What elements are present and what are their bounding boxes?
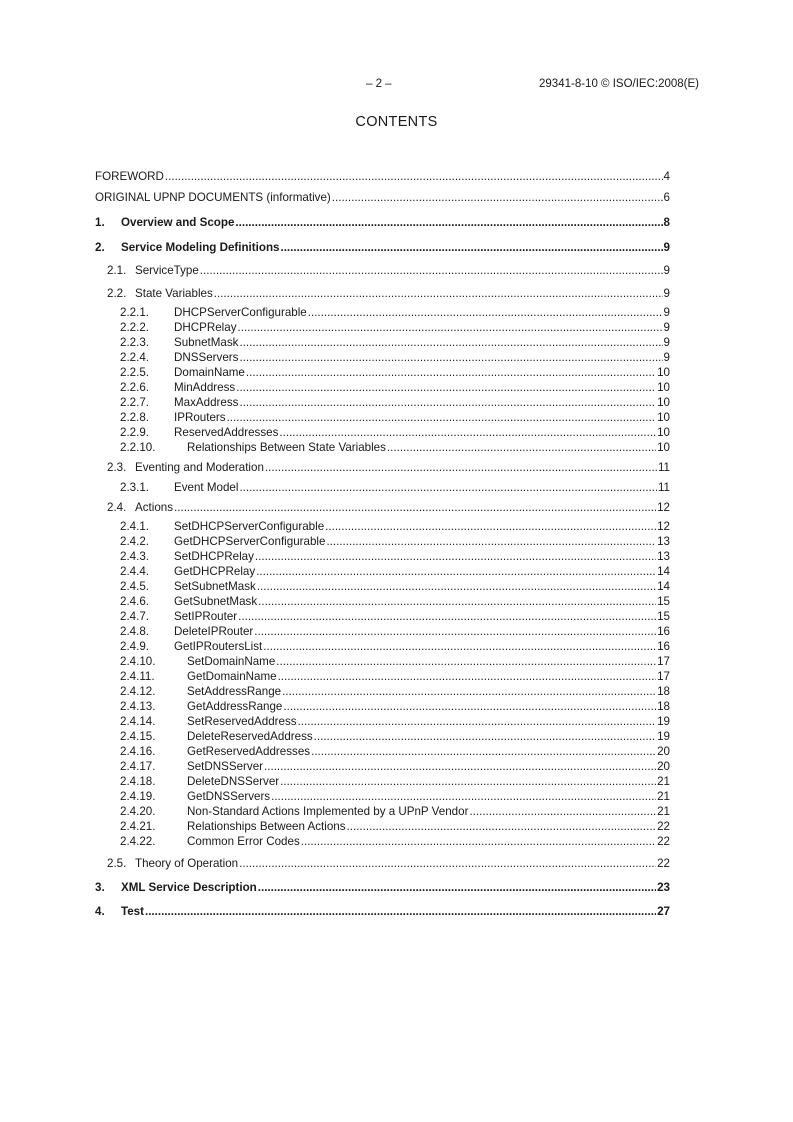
toc-entry-title: SetIPRouter bbox=[174, 610, 238, 623]
toc-entry-number: 2.4.10. bbox=[120, 655, 156, 668]
toc-entry-page: 22 bbox=[657, 820, 670, 833]
toc-entry-title: DeleteDNSServer bbox=[187, 775, 280, 788]
toc-entry-title: Event Model bbox=[174, 481, 239, 494]
toc-entry[interactable] bbox=[95, 594, 670, 609]
toc-entry-page: 21 bbox=[657, 775, 670, 788]
toc-entry[interactable] bbox=[95, 684, 670, 699]
toc-entry-page: 21 bbox=[657, 805, 670, 818]
toc-entry-title: MaxAddress bbox=[174, 396, 239, 409]
toc-dot-leader bbox=[308, 305, 663, 320]
toc-entry-page: 18 bbox=[657, 685, 670, 698]
toc-entry-number: 2.4.5. bbox=[120, 580, 150, 593]
toc-entry-page: 17 bbox=[657, 670, 670, 683]
toc-entry[interactable] bbox=[95, 500, 670, 515]
toc-entry-page: 8 bbox=[663, 216, 670, 229]
toc-entry-title: Non-Standard Actions Implemented by a UPnP Vendor bbox=[187, 805, 469, 818]
toc-entry-number: 2.4.13. bbox=[120, 700, 156, 713]
toc-dot-leader bbox=[238, 320, 663, 335]
toc-entry-title: Common Error Codes bbox=[187, 835, 300, 848]
toc-entry-page: 10 bbox=[657, 366, 670, 379]
toc-entry[interactable] bbox=[95, 240, 670, 255]
toc-entry-number: 2.2.4. bbox=[120, 351, 150, 364]
toc-entry[interactable] bbox=[95, 834, 670, 849]
toc-entry-title: DeleteIPRouter bbox=[174, 625, 254, 638]
toc-entry-number: 2.4.8. bbox=[120, 625, 150, 638]
toc-entry-page: 22 bbox=[657, 835, 670, 848]
toc-entry-page: 9 bbox=[663, 321, 670, 334]
toc-entry-page: 16 bbox=[657, 640, 670, 653]
toc-entry-number: 2.2.8. bbox=[120, 411, 150, 424]
toc-entry-page: 10 bbox=[657, 381, 670, 394]
toc-entry[interactable] bbox=[95, 190, 670, 205]
toc-entry[interactable] bbox=[95, 564, 670, 579]
toc-entry-page: 23 bbox=[657, 881, 670, 894]
toc-entry[interactable] bbox=[95, 215, 670, 230]
toc-entry-page: 21 bbox=[657, 790, 670, 803]
toc-dot-leader bbox=[265, 460, 657, 475]
toc-entry-number: 2.4.6. bbox=[120, 595, 150, 608]
toc-dot-leader bbox=[326, 534, 656, 549]
toc-dot-leader bbox=[301, 834, 656, 849]
toc-entry-title: SetDHCPRelay bbox=[174, 550, 254, 563]
toc-entry-page: 10 bbox=[657, 426, 670, 439]
toc-entry-number: 2.4.7. bbox=[120, 610, 150, 623]
toc-dot-leader bbox=[239, 350, 662, 365]
toc-entry[interactable] bbox=[95, 699, 670, 714]
toc-entry[interactable] bbox=[95, 519, 670, 534]
toc-entry[interactable] bbox=[95, 759, 670, 774]
toc-entry[interactable] bbox=[95, 579, 670, 594]
toc-entry[interactable] bbox=[95, 480, 670, 495]
toc-entry-page: 13 bbox=[657, 550, 670, 563]
toc-entry-number: 2.5. bbox=[107, 857, 127, 870]
toc-entry-page: 9 bbox=[663, 287, 670, 300]
toc-entry-title: SetReservedAddress bbox=[187, 715, 297, 728]
toc-entry[interactable] bbox=[95, 440, 670, 455]
toc-entry-title: Relationships Between State Variables bbox=[187, 441, 386, 454]
toc-entry[interactable] bbox=[95, 774, 670, 789]
toc-entry-title: Relationships Between Actions bbox=[187, 820, 346, 833]
toc-entry-page: 20 bbox=[657, 760, 670, 773]
toc-entry-number: 2.4. bbox=[107, 501, 127, 514]
toc-entry[interactable] bbox=[95, 880, 670, 895]
toc-entry-title: MinAddress bbox=[174, 381, 236, 394]
toc-entry-page: 12 bbox=[657, 520, 670, 533]
toc-entry[interactable] bbox=[95, 639, 670, 654]
toc-entry[interactable] bbox=[95, 804, 670, 819]
toc-dot-leader bbox=[165, 169, 663, 184]
toc-entry-number: 2.4.3. bbox=[120, 550, 150, 563]
toc-dot-leader bbox=[325, 519, 656, 534]
toc-entry-number: 2.4.16. bbox=[120, 745, 156, 758]
toc-entry-title: Test bbox=[121, 905, 144, 918]
toc-entry[interactable] bbox=[95, 395, 670, 410]
toc-dot-leader bbox=[311, 744, 656, 759]
toc-entry-number: 2.1. bbox=[107, 264, 127, 277]
toc-entry[interactable] bbox=[95, 263, 670, 278]
toc-dot-leader bbox=[332, 190, 663, 205]
toc-entry-title: GetDNSServers bbox=[187, 790, 271, 803]
toc-dot-leader bbox=[239, 480, 657, 495]
toc-dot-leader bbox=[271, 789, 656, 804]
toc-entry-number: 2.4.18. bbox=[120, 775, 156, 788]
toc-dot-leader bbox=[214, 286, 663, 301]
toc-entry-number: 2.4.19. bbox=[120, 790, 156, 803]
toc-entry[interactable] bbox=[95, 904, 670, 919]
toc-entry[interactable] bbox=[95, 380, 670, 395]
toc-entry-number: 3. bbox=[95, 881, 105, 894]
table-of-contents bbox=[95, 0, 670, 1122]
toc-entry-title: DNSServers bbox=[174, 351, 239, 364]
page-number: – 2 – bbox=[366, 78, 392, 90]
toc-entry-title: SetDNSServer bbox=[187, 760, 264, 773]
toc-entry[interactable] bbox=[95, 729, 670, 744]
toc-entry-page: 19 bbox=[657, 715, 670, 728]
toc-entry-number: 2.2.7. bbox=[120, 396, 150, 409]
toc-dot-leader bbox=[298, 714, 657, 729]
toc-entry-page: 12 bbox=[657, 501, 670, 514]
toc-dot-leader bbox=[174, 500, 656, 515]
toc-entry-title: State Variables bbox=[135, 287, 213, 300]
toc-entry[interactable] bbox=[95, 819, 670, 834]
toc-entry-number: 2.4.17. bbox=[120, 760, 156, 773]
toc-entry-number: 2.4.11. bbox=[120, 670, 155, 683]
toc-entry-page: 15 bbox=[657, 610, 670, 623]
toc-entry-number: 2.4.1. bbox=[120, 520, 150, 533]
toc-entry-title: DHCPServerConfigurable bbox=[174, 306, 307, 319]
toc-entry-page: 9 bbox=[663, 336, 670, 349]
toc-entry[interactable] bbox=[95, 609, 670, 624]
toc-dot-leader bbox=[236, 380, 656, 395]
toc-entry[interactable] bbox=[95, 669, 670, 684]
toc-entry-page: 16 bbox=[657, 625, 670, 638]
toc-entry-page: 9 bbox=[663, 241, 670, 254]
toc-entry[interactable] bbox=[95, 624, 670, 639]
toc-entry-page: 14 bbox=[657, 565, 670, 578]
toc-entry[interactable] bbox=[95, 425, 670, 440]
toc-entry-page: 13 bbox=[657, 535, 670, 548]
toc-entry-page: 9 bbox=[663, 351, 670, 364]
toc-entry-number: 2.4.22. bbox=[120, 835, 156, 848]
toc-entry-page: 18 bbox=[657, 700, 670, 713]
toc-dot-leader bbox=[235, 215, 662, 230]
toc-dot-leader bbox=[239, 395, 656, 410]
toc-entry[interactable] bbox=[95, 534, 670, 549]
toc-dot-leader bbox=[239, 856, 656, 871]
toc-entry[interactable] bbox=[95, 320, 670, 335]
toc-entry-page: 22 bbox=[657, 857, 670, 870]
toc-entry-number: 2. bbox=[95, 241, 105, 254]
toc-entry-number: 2.4.2. bbox=[120, 535, 150, 548]
toc-dot-leader bbox=[387, 440, 656, 455]
toc-entry-title: Eventing and Moderation bbox=[135, 461, 264, 474]
toc-entry-title: Service Modeling Definitions bbox=[121, 241, 280, 254]
toc-dot-leader bbox=[239, 335, 662, 350]
toc-entry-number: 2.2.2. bbox=[120, 321, 150, 334]
toc-entry-title: GetReservedAddresses bbox=[187, 745, 311, 758]
toc-entry-title: GetSubnetMask bbox=[174, 595, 258, 608]
toc-entry-title: SubnetMask bbox=[174, 336, 239, 349]
toc-entry-page: 20 bbox=[657, 745, 670, 758]
toc-entry[interactable] bbox=[95, 856, 670, 871]
toc-entry-number: 2.4.9. bbox=[120, 640, 150, 653]
toc-entry-title: Overview and Scope bbox=[121, 216, 235, 229]
toc-dot-leader bbox=[280, 774, 656, 789]
standard-designation: 29341-8-10 © ISO/IEC:2008(E) bbox=[539, 78, 699, 90]
toc-entry-page: 4 bbox=[663, 170, 670, 183]
toc-entry-page: 6 bbox=[663, 191, 670, 204]
toc-entry[interactable] bbox=[95, 460, 670, 475]
toc-dot-leader bbox=[238, 609, 656, 624]
toc-dot-leader bbox=[282, 684, 656, 699]
toc-entry-number: 2.2. bbox=[107, 287, 127, 300]
toc-entry[interactable] bbox=[95, 350, 670, 365]
toc-dot-leader bbox=[314, 729, 656, 744]
toc-entry[interactable] bbox=[95, 549, 670, 564]
toc-entry-number: 2.2.9. bbox=[120, 426, 150, 439]
toc-entry-page: 11 bbox=[657, 481, 670, 494]
toc-dot-leader bbox=[276, 654, 656, 669]
toc-entry[interactable] bbox=[95, 714, 670, 729]
toc-entry[interactable] bbox=[95, 410, 670, 425]
toc-dot-leader bbox=[227, 410, 657, 425]
toc-entry-title: SetAddressRange bbox=[187, 685, 282, 698]
toc-entry[interactable] bbox=[95, 335, 670, 350]
toc-entry-number: 2.2.1. bbox=[120, 306, 150, 319]
toc-entry-page: 11 bbox=[657, 461, 670, 474]
toc-entry-page: 14 bbox=[657, 580, 670, 593]
toc-entry-number: 2.4.15. bbox=[120, 730, 156, 743]
toc-dot-leader bbox=[257, 579, 656, 594]
toc-entry-title: SetDomainName bbox=[187, 655, 276, 668]
toc-dot-leader bbox=[258, 594, 656, 609]
toc-entry-title: DomainName bbox=[174, 366, 245, 379]
toc-entry-number: 2.3.1. bbox=[120, 481, 150, 494]
toc-entry-title: SetDHCPServerConfigurable bbox=[174, 520, 325, 533]
toc-entry-number: 2.2.6. bbox=[120, 381, 150, 394]
toc-dot-leader bbox=[200, 263, 663, 278]
toc-dot-leader bbox=[278, 669, 657, 684]
toc-dot-leader bbox=[264, 759, 656, 774]
toc-entry[interactable] bbox=[95, 305, 670, 320]
toc-dot-leader bbox=[145, 904, 656, 919]
toc-entry-title: GetAddressRange bbox=[187, 700, 283, 713]
toc-entry-page: 9 bbox=[663, 264, 670, 277]
toc-dot-leader bbox=[263, 639, 656, 654]
toc-entry-title: ORIGINAL UPNP DOCUMENTS (informative) bbox=[95, 191, 331, 204]
toc-entry-title: GetIPRoutersList bbox=[174, 640, 263, 653]
toc-entry-number: 4. bbox=[95, 905, 105, 918]
toc-entry-page: 15 bbox=[657, 595, 670, 608]
toc-dot-leader bbox=[246, 365, 656, 380]
toc-entry-title: IPRouters bbox=[174, 411, 226, 424]
toc-entry-number: 2.4.20. bbox=[120, 805, 156, 818]
toc-entry-title: DHCPRelay bbox=[174, 321, 237, 334]
toc-entry-number: 2.3. bbox=[107, 461, 127, 474]
toc-entry-number: 2.4.14. bbox=[120, 715, 156, 728]
toc-dot-leader bbox=[469, 804, 656, 819]
toc-entry-page: 17 bbox=[657, 655, 670, 668]
toc-entry-title: ServiceType bbox=[135, 264, 199, 277]
toc-entry-title: FOREWORD bbox=[95, 170, 164, 183]
toc-entry-number: 1. bbox=[95, 216, 105, 229]
toc-entry-number: 2.4.12. bbox=[120, 685, 156, 698]
toc-entry-number: 2.2.5. bbox=[120, 366, 150, 379]
toc-entry-title: SetSubnetMask bbox=[174, 580, 256, 593]
toc-entry-title: ReservedAddresses bbox=[174, 426, 279, 439]
toc-entry-page: 27 bbox=[657, 905, 670, 918]
toc-dot-leader bbox=[254, 624, 656, 639]
toc-entry[interactable] bbox=[95, 286, 670, 301]
toc-dot-leader bbox=[347, 819, 657, 834]
toc-dot-leader bbox=[283, 699, 656, 714]
toc-entry-title: Actions bbox=[135, 501, 174, 514]
toc-entry-title: GetDomainName bbox=[187, 670, 277, 683]
toc-entry-page: 10 bbox=[657, 441, 670, 454]
toc-dot-leader bbox=[279, 425, 656, 440]
toc-entry-page: 10 bbox=[657, 396, 670, 409]
toc-entry-page: 19 bbox=[657, 730, 670, 743]
toc-entry[interactable] bbox=[95, 365, 670, 380]
toc-entry-number: 2.2.10. bbox=[120, 441, 156, 454]
toc-dot-leader bbox=[255, 549, 656, 564]
toc-entry[interactable] bbox=[95, 789, 670, 804]
toc-entry-title: GetDHCPServerConfigurable bbox=[174, 535, 326, 548]
toc-dot-leader bbox=[280, 240, 662, 255]
toc-entry-title: Theory of Operation bbox=[135, 857, 239, 870]
toc-entry-number: 2.4.21. bbox=[120, 820, 156, 833]
toc-entry-page: 10 bbox=[657, 411, 670, 424]
toc-entry-title: GetDHCPRelay bbox=[174, 565, 256, 578]
toc-entry-title: XML Service Description bbox=[121, 881, 257, 894]
toc-entry-title: DeleteReservedAddress bbox=[187, 730, 313, 743]
toc-entry-number: 2.2.3. bbox=[120, 336, 150, 349]
page-title: CONTENTS bbox=[355, 114, 438, 130]
toc-entry-number: 2.4.4. bbox=[120, 565, 150, 578]
toc-entry[interactable] bbox=[95, 169, 670, 184]
toc-entry-page: 9 bbox=[663, 306, 670, 319]
toc-entry[interactable] bbox=[95, 744, 670, 759]
toc-dot-leader bbox=[258, 880, 656, 895]
toc-dot-leader bbox=[256, 564, 656, 579]
toc-entry[interactable] bbox=[95, 654, 670, 669]
